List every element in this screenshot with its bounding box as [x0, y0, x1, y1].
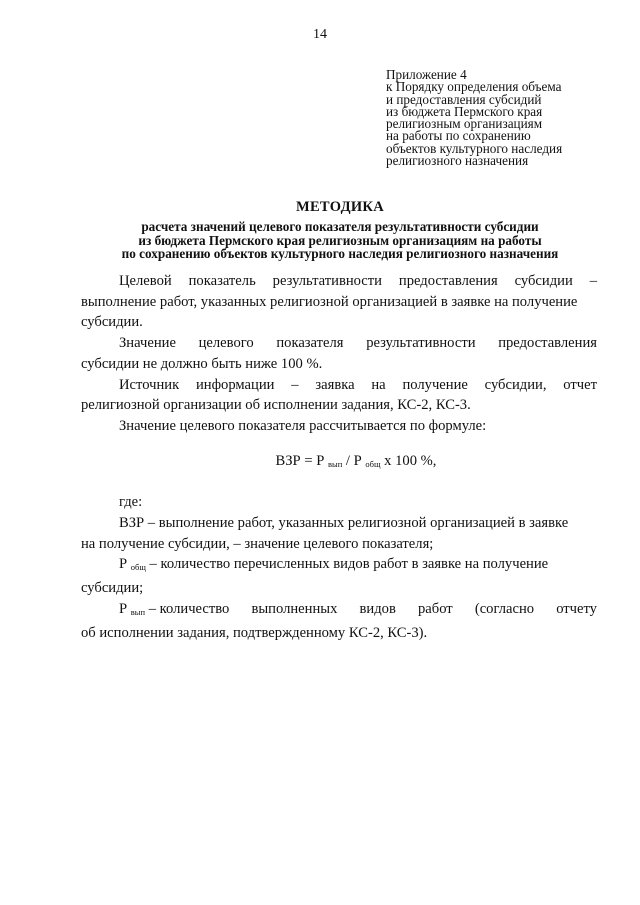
- formula-subscript: общ: [130, 562, 146, 573]
- formula-lhs: ВЗР = Р: [275, 452, 325, 469]
- word: видов: [359, 600, 396, 617]
- formula-subscript: вып: [327, 458, 343, 469]
- formula: [81, 451, 597, 475]
- text-line: субсидии не должно быть ниже 100 %.: [81, 355, 323, 372]
- appendix-line: религиозного назначения: [386, 153, 529, 169]
- where-label: где:: [119, 494, 143, 511]
- word: выполненных: [251, 600, 338, 617]
- text-line: выполнение работ, указанных религиозной организацией в заявке на получение: [81, 293, 578, 310]
- text-line: субсидии.: [81, 314, 143, 331]
- word: –: [589, 273, 597, 289]
- symbol: Р: [119, 600, 128, 617]
- definition-vzr: ВЗР – выполнение работ, указанных религиозной организацией в заявке: [119, 515, 569, 532]
- paragraph-target-indicator: [81, 271, 597, 292]
- appendix-line: на работы по сохранению: [386, 128, 531, 144]
- word: показатель: [188, 273, 256, 289]
- word: –: [291, 376, 299, 393]
- word: предоставления: [498, 335, 597, 352]
- word: отчету: [556, 600, 597, 617]
- word: результативности: [272, 273, 382, 289]
- word: субсидии: [514, 273, 573, 289]
- formula-subscript: общ: [365, 458, 381, 469]
- appendix-line: Приложение 4: [386, 67, 467, 82]
- word: – количество: [148, 600, 230, 617]
- word: субсидии,: [484, 376, 547, 393]
- page-number: 14: [313, 27, 327, 42]
- paragraph-formula-intro: Значение целевого показателя рассчитывается по формуле:: [119, 417, 487, 434]
- appendix-line: из бюджета Пермского края: [386, 103, 543, 119]
- word: Значение: [119, 335, 176, 352]
- formula-mid: / Р: [342, 452, 362, 469]
- subtitle-line: из бюджета Пермского края религиозным организациям на работы: [138, 232, 542, 248]
- text-line: субсидии;: [81, 580, 144, 597]
- appendix-line: к Порядку определения объема: [386, 79, 562, 95]
- appendix-line: и предоставления субсидий: [386, 91, 542, 107]
- formula-subscript: вып: [130, 606, 146, 617]
- word: получение: [402, 376, 468, 393]
- word: Источник: [119, 376, 180, 393]
- word: результативности: [366, 335, 476, 352]
- symbol-group: [119, 599, 229, 623]
- word: Целевой: [119, 273, 172, 289]
- text-line: религиозной организации об исполнении задания, КС-2, КС-3.: [81, 397, 471, 414]
- formula-rhs: х 100 %,: [380, 452, 437, 469]
- document-title: МЕТОДИКА: [295, 199, 385, 215]
- definition-text: – количество перечисленных видов работ в заявке на получение: [145, 556, 549, 573]
- word: заявка: [315, 376, 355, 393]
- definition-p-total: [81, 554, 597, 578]
- paragraph-indicator-value: [81, 333, 597, 354]
- symbol: Р: [119, 556, 128, 573]
- word: отчет: [563, 376, 597, 393]
- appendix-header: [386, 69, 626, 167]
- word: (согласно: [474, 600, 535, 617]
- word: целевого: [198, 335, 254, 352]
- text-line: на получение субсидии, – значение целевого показателя;: [81, 535, 434, 552]
- document-subtitle: [80, 220, 600, 261]
- text-line: об исполнении задания, подтвержденному КС-2, КС-3).: [81, 624, 428, 641]
- word: информации: [195, 376, 275, 393]
- definition-p-done: [81, 599, 597, 623]
- word: показателя: [276, 335, 344, 352]
- appendix-line: объектов культурного наследия: [386, 140, 563, 156]
- paragraph-information-source: [81, 375, 597, 396]
- subtitle-line: по сохранению объектов культурного наследия религиозного назначения: [121, 246, 559, 262]
- word: предоставления: [398, 273, 498, 289]
- appendix-line: религиозным организациям: [386, 116, 543, 132]
- word: на: [371, 376, 386, 393]
- subtitle-line: расчета значений целевого показателя результативности субсидии: [141, 219, 539, 234]
- document-body: [81, 271, 597, 643]
- word: работ: [418, 600, 453, 617]
